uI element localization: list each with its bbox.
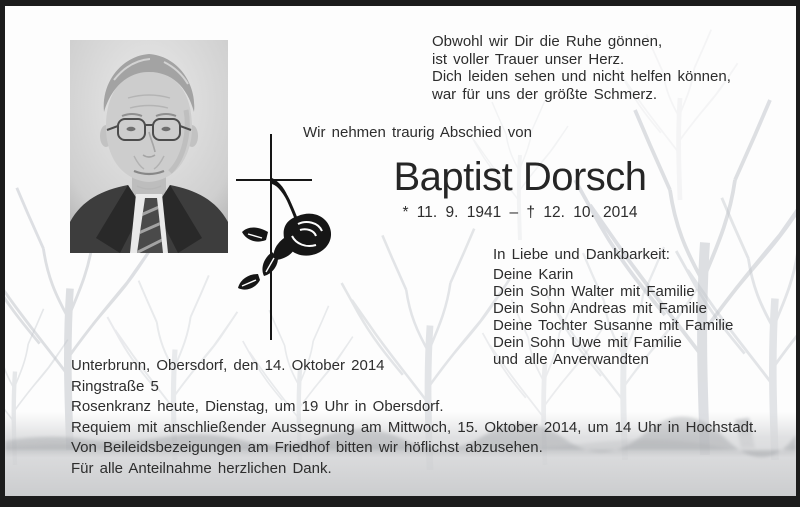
frame-left <box>0 0 5 507</box>
poem-line: Obwohl wir Dir die Ruhe gönnen, <box>432 33 663 50</box>
poem-line: ist voller Trauer unser Herz. <box>432 50 625 68</box>
poem-line: Dich leiden sehen und nicht helfen können, <box>432 68 731 85</box>
portrait-photo <box>70 40 228 253</box>
funeral-notice-block <box>71 356 757 479</box>
frame-right <box>796 0 800 507</box>
deceased-block <box>340 156 700 222</box>
notice-line-place-date: Unterbrunn, Obersdorf, den 14. Oktober 2014 <box>71 357 385 374</box>
life-dates: * 11. 9. 1941 – † 12. 10. 2014 <box>402 204 638 221</box>
family-line: Deine Tochter Susanne mit Familie <box>493 317 734 334</box>
family-line: Dein Sohn Uwe mit Familie <box>493 334 682 351</box>
cross-with-rose-icon <box>228 128 340 346</box>
family-line: Dein Sohn Walter mit Familie <box>493 283 695 300</box>
family-line: Deine Karin <box>493 266 574 283</box>
notice-line-requiem: Requiem mit anschließender Aussegnung am Mittwoch, 15. Oktober 2014, um 14 Uhr in Hochstadt. <box>71 418 758 436</box>
family-heading: In Liebe und Dankbarkeit: <box>493 246 670 263</box>
family-line: und alle Anverwandten <box>493 351 649 368</box>
frame-top <box>0 0 800 6</box>
notice-line-address: Ringstraße 5 <box>71 377 159 395</box>
deceased-name: Baptist Dorsch <box>393 155 647 199</box>
farewell-intro: Wir nehmen traurig Abschied von <box>303 124 532 141</box>
notice-line-condolences: Von Beileidsbezeigungen am Friedhof bitten wir höflichst abzusehen. <box>71 439 543 456</box>
condolence-poem <box>432 33 731 103</box>
notice-line-rosary: Rosenkranz heute, Dienstag, um 19 Uhr in Obersdorf. <box>71 398 444 415</box>
poem-line: war für uns der größte Schmerz. <box>432 85 658 103</box>
mourning-family-block <box>493 246 733 368</box>
family-line: Dein Sohn Andreas mit Familie <box>493 300 707 317</box>
notice-line-thanks: Für alle Anteilnahme herzlichen Dank. <box>71 459 332 477</box>
frame-bottom <box>0 496 800 507</box>
